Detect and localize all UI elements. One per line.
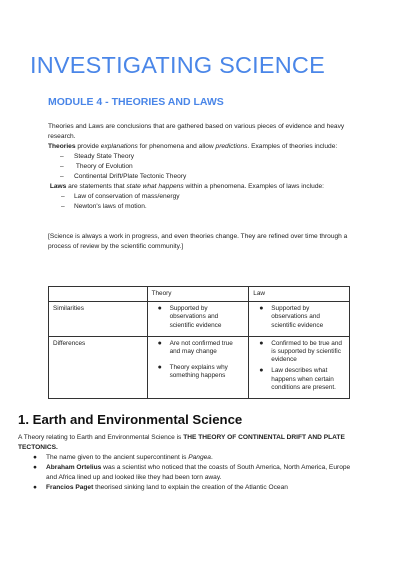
list-item-text: Continental Drift/Plate Tectonic Theory <box>74 173 187 180</box>
cell-list-item <box>253 367 345 392</box>
cell-text: Supported by observations and scientific evidence <box>169 305 222 329</box>
module-title: MODULE 4 - THEORIES AND LAWS <box>48 96 224 108</box>
note-text: [Science is always a work in progress, and even theories change. They are refined over time through a process of review by the scientific community.] <box>48 233 348 250</box>
laws-text-2: within a phenomena. Examples of laws include: <box>183 183 325 190</box>
cell-text: Theory explains why something happens <box>169 364 228 380</box>
table-cell <box>147 302 249 337</box>
bullet-icon: ● <box>259 367 264 375</box>
cell-list <box>253 340 345 392</box>
comparison-table <box>48 286 350 399</box>
theories-text-1: provide <box>75 143 101 150</box>
cell-text: Are not confirmed true and may change <box>169 339 233 356</box>
list-item <box>48 192 360 202</box>
theories-list <box>48 152 360 182</box>
bullet-icon: ● <box>33 464 37 471</box>
cell-list-item <box>152 364 245 380</box>
section-intro <box>18 433 354 453</box>
intro-text: Theories and Laws are conclusions that are gathered based on various pieces of evidence and heavy research. <box>48 123 345 140</box>
list-item-text: Newton's laws of motion. <box>74 203 147 210</box>
list-item-text: Law of conservation of mass/energy <box>74 193 180 200</box>
list-item <box>18 483 354 493</box>
theories-paragraph <box>48 142 360 152</box>
list-item <box>48 172 360 182</box>
theories-text-2: for phenomena and allow <box>137 143 216 150</box>
note-paragraph <box>48 232 360 252</box>
list-item <box>18 463 354 483</box>
table-cell <box>147 336 249 398</box>
laws-list <box>48 192 360 212</box>
cell-list <box>253 305 345 330</box>
dash-icon: – <box>60 163 64 170</box>
theories-em-2: predictions <box>215 143 248 150</box>
bullet-bold: Francios Paget <box>46 484 94 491</box>
dash-icon: – <box>61 203 65 210</box>
bullet-bold: Abraham Ortelius <box>46 464 102 471</box>
dash-icon: – <box>60 153 64 160</box>
laws-text-1: are statements that <box>66 183 127 190</box>
laws-em-1: state what happens <box>126 183 184 190</box>
laws-paragraph <box>48 182 360 192</box>
cell-list-item <box>253 305 345 330</box>
table-header-cell: Law <box>249 287 350 302</box>
bullet-text: was a scientist who noticed that the coasts of South America, North America, Europe and Africa lined up and looked like they had been torn away. <box>46 464 351 481</box>
list-item <box>48 162 360 172</box>
cell-list <box>152 340 245 381</box>
laws-term: Laws <box>49 183 67 190</box>
cell-list-item <box>253 340 345 365</box>
bullet-after: . <box>210 454 213 461</box>
bullet-text: theorised sinking land to explain the creation of the Atlantic Ocean <box>93 484 288 491</box>
bullet-text: The name given to the ancient supercontinent is <box>46 454 189 461</box>
table-cell <box>249 302 350 337</box>
cell-list <box>152 305 245 330</box>
list-item <box>18 453 354 463</box>
cell-list-item <box>152 340 245 356</box>
bullet-em: Pangea <box>188 454 211 461</box>
bullet-icon: ● <box>259 305 264 313</box>
bullet-icon: ● <box>33 454 37 461</box>
theories-em-1: explanations <box>100 143 138 150</box>
list-item-text: Steady State Theory <box>74 153 134 160</box>
table-header-row <box>49 287 350 302</box>
section-intro-bold: THE THEORY OF CONTINENTAL DRIFT AND PLATE TECTONICS. <box>18 434 345 451</box>
row-label: Differences <box>49 336 148 398</box>
table-row <box>49 302 350 337</box>
cell-text: Confirmed to be true and is supported by scientific evidence <box>271 339 342 364</box>
dash-icon: – <box>60 173 64 180</box>
document-title: INVESTIGATING SCIENCE <box>30 52 325 78</box>
table-row <box>49 336 350 398</box>
cell-text: Supported by observations and scientific evidence <box>271 305 324 329</box>
row-label: Similarities <box>49 302 148 337</box>
section-title: 1. Earth and Environmental Science <box>18 412 243 427</box>
table-header-cell: Theory <box>147 287 249 302</box>
cell-text: Law describes what happens when certain conditions are present. <box>271 367 336 391</box>
list-item <box>48 202 360 212</box>
cell-list-item <box>152 305 245 330</box>
section-bullets <box>18 453 354 493</box>
section-intro-text: A Theory relating to Earth and Environmental Science is <box>18 434 184 441</box>
bullet-icon: ● <box>157 364 162 372</box>
bullet-icon: ● <box>259 339 264 347</box>
bullet-icon: ● <box>157 339 162 347</box>
table-cell <box>249 336 350 398</box>
theories-text-3: . Examples of theories include: <box>247 143 338 150</box>
dash-icon: – <box>61 193 65 200</box>
theories-term: Theories <box>48 143 76 150</box>
table-header-cell <box>49 287 148 302</box>
bullet-icon: ● <box>33 484 37 491</box>
section-body <box>18 433 354 493</box>
intro-paragraph <box>48 122 360 212</box>
list-item-text: Theory of Evolution <box>75 163 133 170</box>
bullet-icon: ● <box>157 305 162 313</box>
list-item <box>48 152 360 162</box>
